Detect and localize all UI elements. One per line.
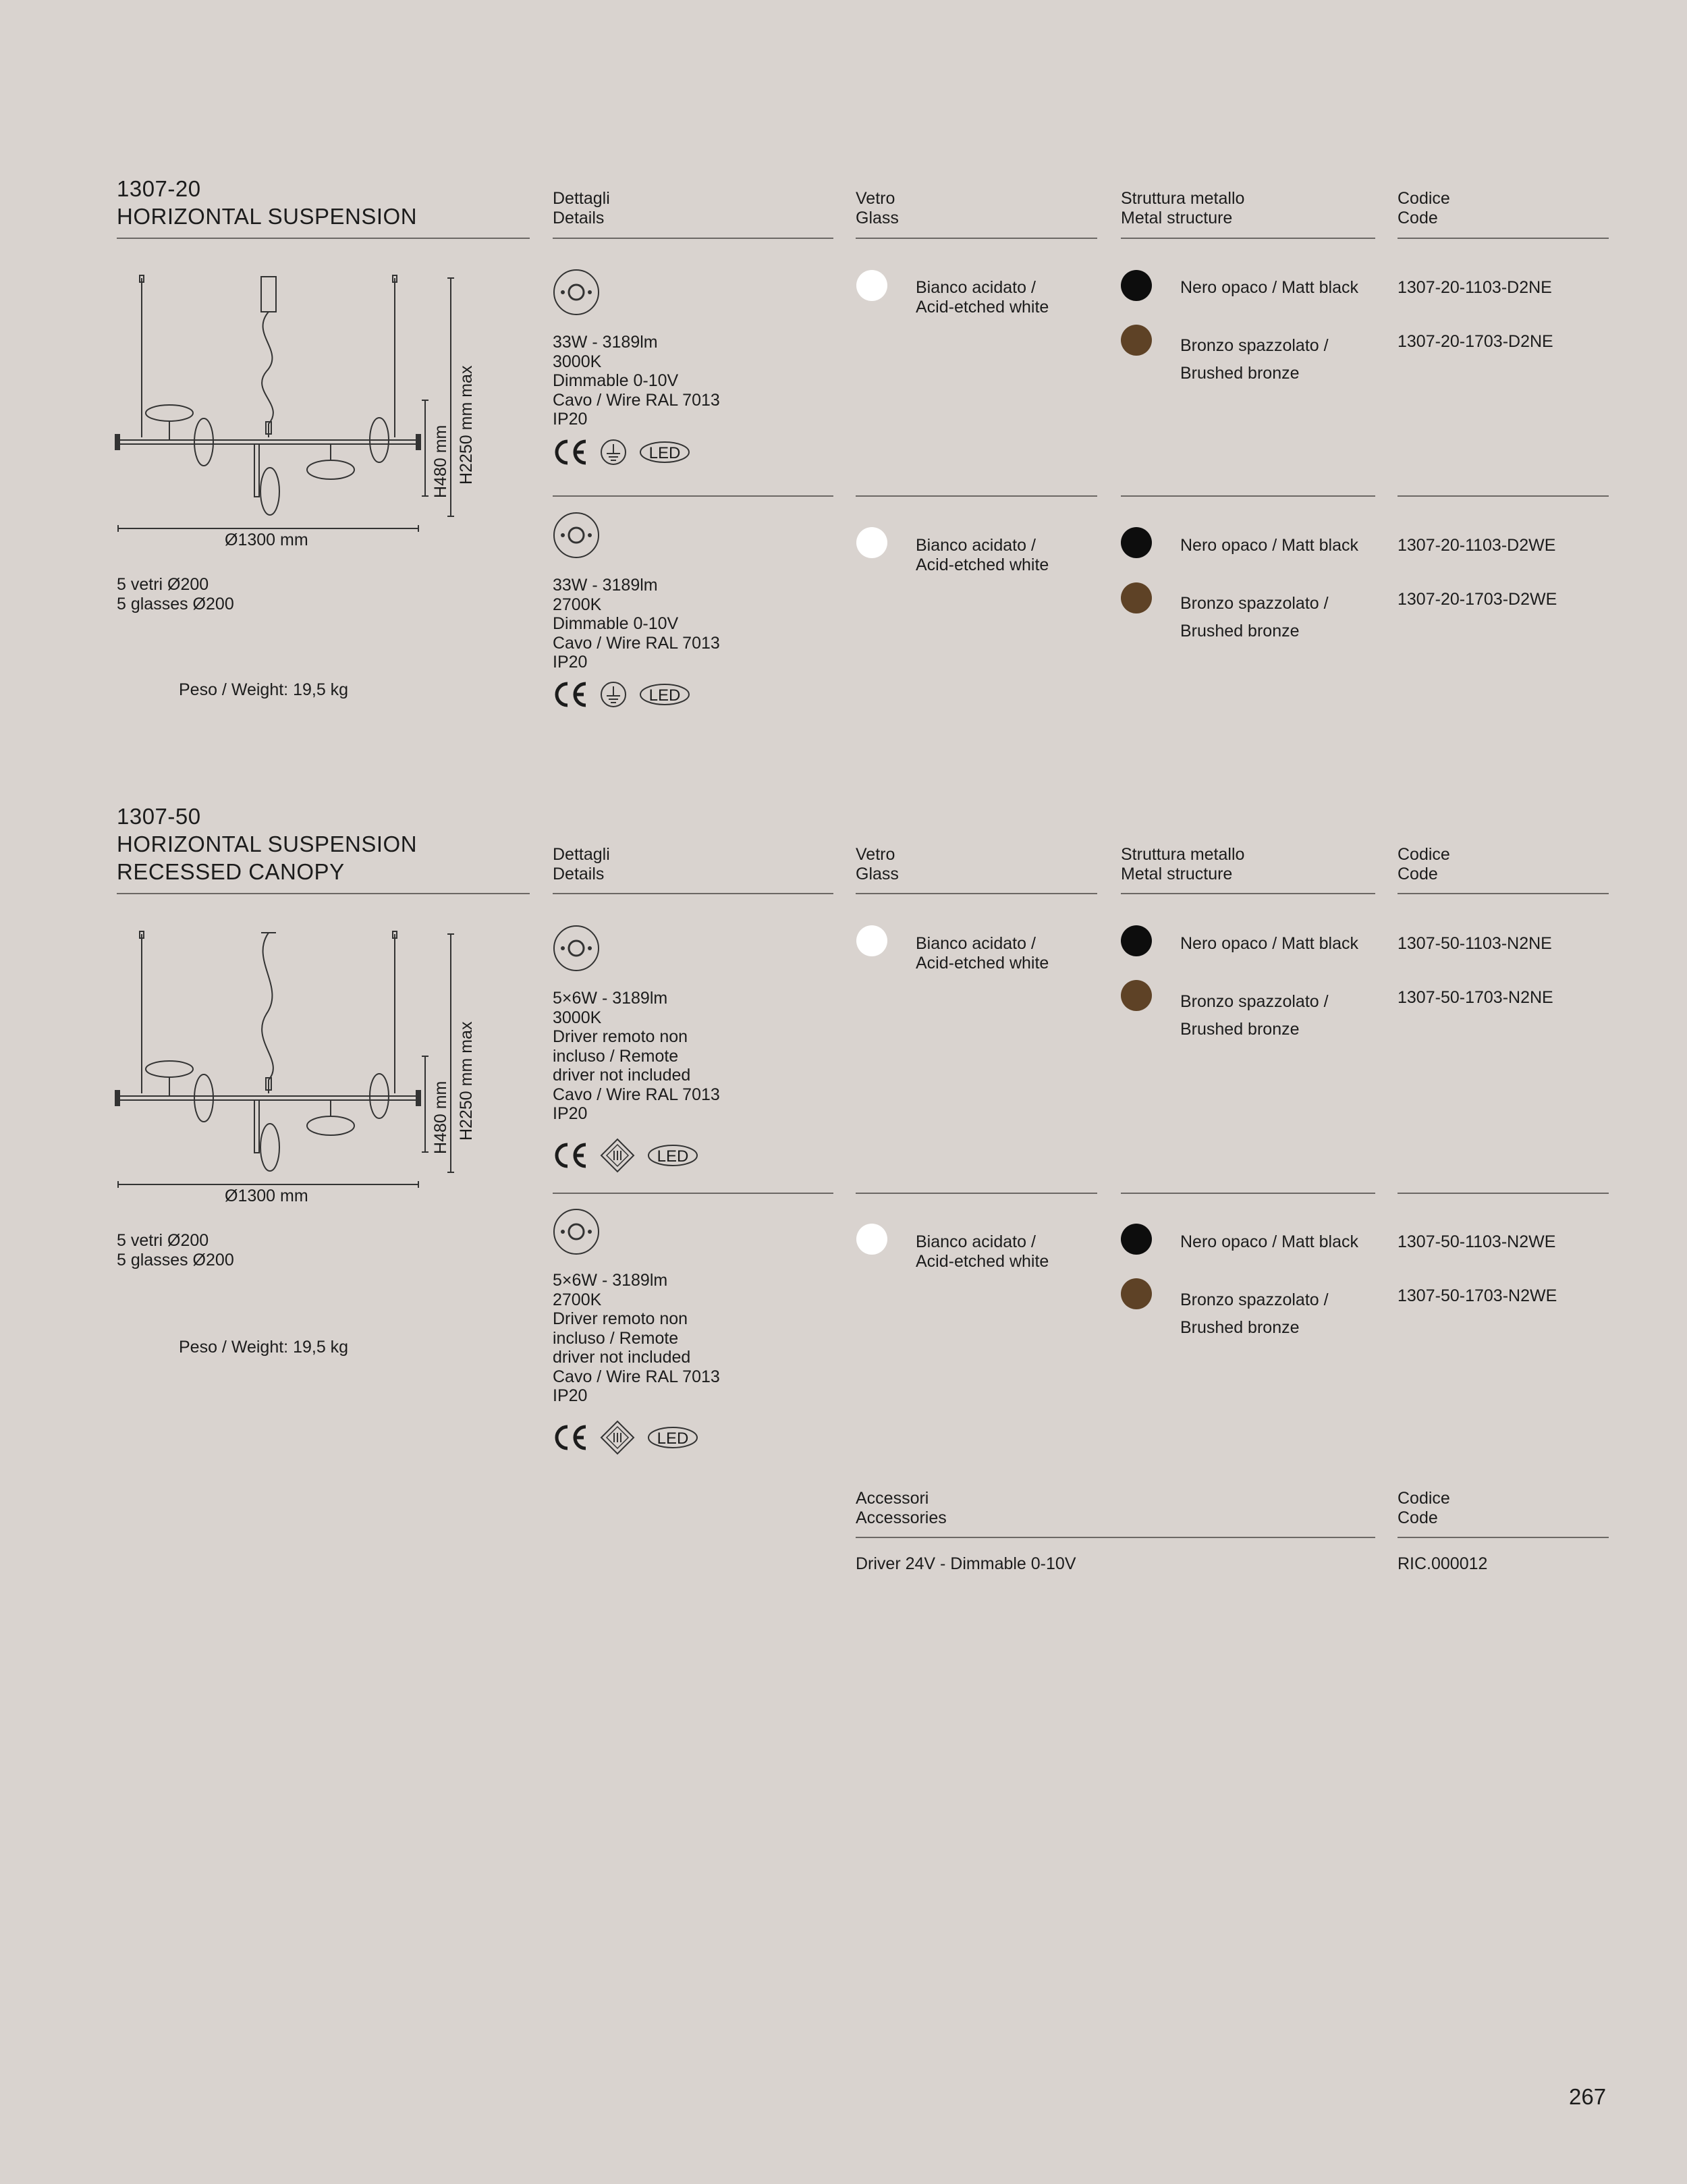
variant-details	[553, 1271, 720, 1406]
product-code-value: 1307-50-1703-N2WE	[1398, 1286, 1557, 1305]
detail-line: incluso / Remote	[553, 1046, 679, 1066]
finish-label	[1180, 988, 1329, 1043]
divider	[856, 1193, 1097, 1194]
white-glass-swatch	[856, 1224, 887, 1255]
detail-line: 5×6W - 3189lm	[553, 1271, 668, 1290]
matt-black-swatch	[1121, 1224, 1152, 1255]
led-badge-icon	[647, 1144, 698, 1167]
detail-line: driver not included	[553, 1066, 691, 1085]
finish-label	[1180, 1286, 1329, 1342]
finish-label-it: Bronzo spazzolato /	[1180, 594, 1329, 613]
certifications	[553, 681, 690, 708]
led-badge-icon	[639, 683, 690, 706]
divider	[117, 893, 530, 894]
led-badge-icon	[647, 1426, 698, 1449]
header-glass	[856, 845, 899, 884]
weight: Peso / Weight: 19,5 kg	[179, 680, 349, 699]
header-glass-en: Glass	[856, 209, 899, 227]
finish-label: Nero opaco / Matt black	[1180, 934, 1359, 953]
divider	[1398, 238, 1609, 239]
header-details	[553, 189, 610, 228]
divider	[1398, 495, 1609, 497]
glass-finish-en: Acid-etched white	[916, 297, 1049, 317]
certifications	[553, 1138, 698, 1173]
product-code: 1307-50	[117, 804, 201, 829]
header-accessories-en: Accessories	[856, 1508, 947, 1527]
detail-line: 3000K	[553, 1008, 602, 1027]
detail-line: 2700K	[553, 595, 602, 614]
finish-label-en: Brushed bronze	[1180, 1020, 1300, 1039]
header-metal-it: Struttura metallo	[1121, 845, 1245, 864]
product-code-value: 1307-50-1103-N2WE	[1398, 1232, 1556, 1251]
product-code-value: 1307-20-1103-D2WE	[1398, 536, 1556, 555]
product-code: 1307-20	[117, 176, 201, 201]
detail-line: Dimmable 0-10V	[553, 614, 679, 633]
glass-count-it: 5 vetri Ø200	[117, 1231, 209, 1250]
header-glass-it: Vetro	[856, 189, 895, 208]
header-metal	[1121, 189, 1244, 228]
led-label: LED	[657, 1429, 689, 1448]
glass-count-en: 5 glasses Ø200	[117, 1250, 234, 1270]
glass-count	[117, 575, 234, 613]
light-source-icon	[553, 1208, 600, 1255]
white-glass-swatch	[856, 527, 887, 558]
detail-line: 33W - 3189lm	[553, 333, 658, 352]
technical-drawing	[111, 926, 489, 1196]
finish-label	[1180, 332, 1329, 387]
finish-label-en: Brushed bronze	[1180, 1318, 1300, 1337]
detail-line: Driver remoto non	[553, 1027, 688, 1046]
ground-icon	[600, 439, 627, 466]
matt-black-swatch	[1121, 270, 1152, 301]
led-label: LED	[657, 1147, 689, 1166]
class-iii-icon	[600, 1420, 635, 1455]
technical-drawing	[111, 270, 489, 540]
glass-count	[117, 1231, 234, 1270]
glass-finish-it: Bianco acidato /	[916, 278, 1036, 297]
variant-details	[553, 333, 720, 429]
led-label: LED	[648, 444, 681, 462]
header-metal-it: Struttura metallo	[1121, 189, 1245, 208]
divider	[553, 893, 833, 894]
dimension-height: H480 mm	[431, 1081, 450, 1154]
detail-line: incluso / Remote	[553, 1328, 679, 1348]
header-metal-en: Metal structure	[1121, 865, 1233, 883]
glass-finish-it: Bianco acidato /	[916, 934, 1036, 953]
header-code	[1398, 189, 1450, 228]
detail-line: 5×6W - 3189lm	[553, 989, 668, 1008]
certifications	[553, 1420, 698, 1455]
finish-label-it: Bronzo spazzolato /	[1180, 336, 1329, 355]
finish-label: Nero opaco / Matt black	[1180, 536, 1359, 555]
detail-line: IP20	[553, 653, 588, 672]
divider	[856, 495, 1097, 497]
light-source-icon	[553, 925, 600, 972]
glass-finish-it: Bianco acidato /	[916, 536, 1036, 555]
divider	[856, 1537, 1375, 1538]
brushed-bronze-swatch	[1121, 1278, 1152, 1309]
ce-mark-icon	[553, 681, 588, 708]
header-metal-en: Metal structure	[1121, 209, 1233, 227]
header-metal	[1121, 845, 1244, 884]
glass-finish	[916, 934, 1049, 973]
divider	[1398, 1193, 1609, 1194]
weight: Peso / Weight: 19,5 kg	[179, 1338, 349, 1357]
header-details-it: Dettagli	[553, 189, 610, 208]
glass-finish-en: Acid-etched white	[916, 1251, 1049, 1271]
divider	[1121, 238, 1375, 239]
divider	[856, 893, 1097, 894]
product-code-value: 1307-20-1103-D2NE	[1398, 278, 1552, 297]
product-code-value: 1307-50-1103-N2NE	[1398, 934, 1552, 953]
header-accessories	[856, 1489, 947, 1528]
variant-details	[553, 576, 720, 672]
dimension-diameter: Ø1300 mm	[225, 530, 308, 549]
detail-line: 33W - 3189lm	[553, 576, 658, 595]
light-source-icon	[553, 512, 600, 559]
dimension-height: H480 mm	[431, 425, 450, 498]
divider	[856, 238, 1097, 239]
dimension-diameter: Ø1300 mm	[225, 1186, 308, 1205]
detail-line: IP20	[553, 1386, 588, 1405]
divider	[553, 238, 833, 239]
light-source-icon	[553, 269, 600, 316]
dimension-max-height: H2250 mm max	[457, 1021, 476, 1141]
divider	[1398, 1537, 1609, 1538]
detail-line: Cavo / Wire RAL 7013	[553, 1085, 720, 1104]
divider	[117, 238, 530, 239]
finish-label	[1180, 590, 1329, 645]
detail-line: 3000K	[553, 352, 602, 371]
header-accessories-it: Accessori	[856, 1489, 929, 1508]
glass-finish	[916, 1232, 1049, 1271]
header-details-en: Details	[553, 865, 605, 883]
brushed-bronze-swatch	[1121, 582, 1152, 613]
detail-line: Cavo / Wire RAL 7013	[553, 1367, 720, 1386]
variant-details	[553, 989, 720, 1124]
ce-mark-icon	[553, 439, 588, 466]
detail-line: IP20	[553, 410, 588, 429]
detail-line: IP20	[553, 1104, 588, 1123]
header-details-en: Details	[553, 209, 605, 227]
glass-finish	[916, 536, 1049, 574]
divider	[1121, 893, 1375, 894]
glass-finish-en: Acid-etched white	[916, 555, 1049, 574]
detail-line: Cavo / Wire RAL 7013	[553, 390, 720, 410]
glass-finish-en: Acid-etched white	[916, 953, 1049, 973]
detail-line: Cavo / Wire RAL 7013	[553, 633, 720, 653]
product-code-value: 1307-20-1703-D2WE	[1398, 590, 1557, 609]
header-code-it: Codice	[1398, 189, 1450, 208]
page-number: 267	[1569, 2084, 1607, 2109]
header-code	[1398, 1489, 1450, 1528]
detail-line: driver not included	[553, 1348, 691, 1367]
header-glass-en: Glass	[856, 865, 899, 883]
matt-black-swatch	[1121, 527, 1152, 558]
detail-line: 2700K	[553, 1290, 602, 1309]
led-label: LED	[648, 686, 681, 705]
ground-icon	[600, 681, 627, 708]
header-code	[1398, 845, 1450, 884]
product-code-value: 1307-50-1703-N2NE	[1398, 988, 1553, 1007]
ce-mark-icon	[553, 1424, 588, 1451]
glass-finish-it: Bianco acidato /	[916, 1232, 1036, 1251]
finish-label-it: Bronzo spazzolato /	[1180, 1290, 1329, 1309]
ce-mark-icon	[553, 1142, 588, 1169]
header-glass	[856, 189, 899, 228]
header-code-it: Codice	[1398, 1489, 1450, 1508]
brushed-bronze-swatch	[1121, 325, 1152, 356]
header-code-it: Codice	[1398, 845, 1450, 864]
product-name: HORIZONTAL SUSPENSION	[117, 204, 418, 229]
glass-count-it: 5 vetri Ø200	[117, 575, 209, 594]
header-details	[553, 845, 610, 884]
accessory-code: RIC.000012	[1398, 1554, 1488, 1573]
divider	[1398, 893, 1609, 894]
white-glass-swatch	[856, 925, 887, 956]
header-glass-it: Vetro	[856, 845, 895, 864]
matt-black-swatch	[1121, 925, 1152, 956]
dimension-max-height: H2250 mm max	[457, 365, 476, 485]
finish-label: Nero opaco / Matt black	[1180, 278, 1359, 297]
header-code-en: Code	[1398, 1508, 1438, 1527]
product-code-value: 1307-20-1703-D2NE	[1398, 332, 1553, 351]
glass-finish	[916, 278, 1049, 317]
brushed-bronze-swatch	[1121, 980, 1152, 1011]
class-iii-icon	[600, 1138, 635, 1173]
detail-line: Driver remoto non	[553, 1309, 688, 1328]
finish-label-en: Brushed bronze	[1180, 364, 1300, 383]
finish-label: Nero opaco / Matt black	[1180, 1232, 1359, 1251]
header-details-it: Dettagli	[553, 845, 610, 864]
accessory-name: Driver 24V - Dimmable 0-10V	[856, 1554, 1076, 1573]
finish-label-en: Brushed bronze	[1180, 622, 1300, 640]
divider	[553, 495, 833, 497]
header-code-en: Code	[1398, 209, 1438, 227]
glass-count-en: 5 glasses Ø200	[117, 594, 234, 613]
product-name: HORIZONTAL SUSPENSION	[117, 831, 418, 856]
detail-line: Dimmable 0-10V	[553, 371, 679, 390]
divider	[1121, 1193, 1375, 1194]
product-name-line2: RECESSED CANOPY	[117, 859, 345, 884]
certifications	[553, 439, 690, 466]
divider	[1121, 495, 1375, 497]
led-badge-icon	[639, 441, 690, 464]
divider	[553, 1193, 833, 1194]
white-glass-swatch	[856, 270, 887, 301]
finish-label-it: Bronzo spazzolato /	[1180, 992, 1329, 1011]
header-code-en: Code	[1398, 865, 1438, 883]
